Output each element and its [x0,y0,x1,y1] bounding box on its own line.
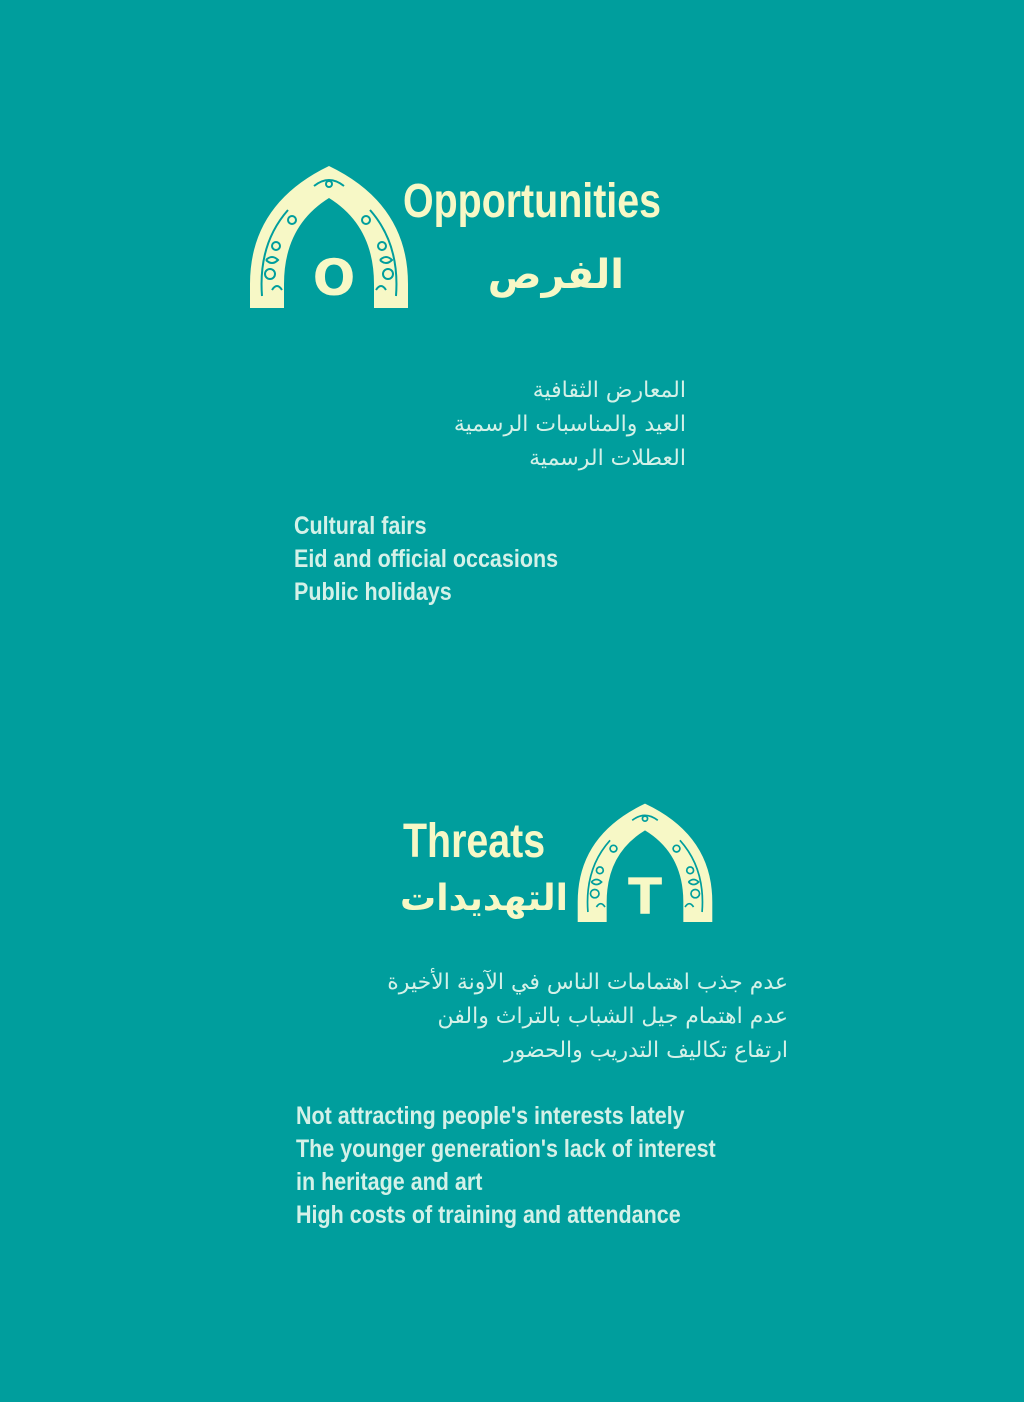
list-item: in heritage and art [296,1168,483,1196]
opportunities-list-ar [454,374,686,476]
list-item: عدم جذب اهتمامات الناس في الآونة الأخيرة [387,970,788,995]
threats-list-en [296,1100,716,1232]
list-item: ارتفاع تكاليف التدريب والحضور [504,1038,788,1063]
list-item: Eid and official occasions [294,545,559,573]
opportunities-title-ar: الفرص [487,252,624,298]
threats-list-ar [387,966,788,1068]
opportunities-title-en: Opportunities [403,175,662,228]
threats-title-ar: التهديدات [400,878,568,919]
list-item: العطلات الرسمية [529,446,686,471]
opportunities-letter: O [312,249,356,307]
list-item: عدم اهتمام جيل الشباب بالتراث والفن [437,1004,788,1029]
threats-letter: T [627,868,663,926]
list-item: المعارض الثقافية [532,378,686,403]
list-item: العيد والمناسبات الرسمية [453,412,686,437]
threats-title-en: Threats [403,815,546,868]
list-item: High costs of training and attendance [296,1201,681,1229]
list-item: Cultural fairs [294,512,427,540]
list-item: Public holidays [294,578,452,606]
list-item: Not attracting people's interests lately [296,1102,685,1130]
list-item: The younger generation's lack of interest [296,1135,716,1163]
opportunities-list-en [294,510,558,609]
